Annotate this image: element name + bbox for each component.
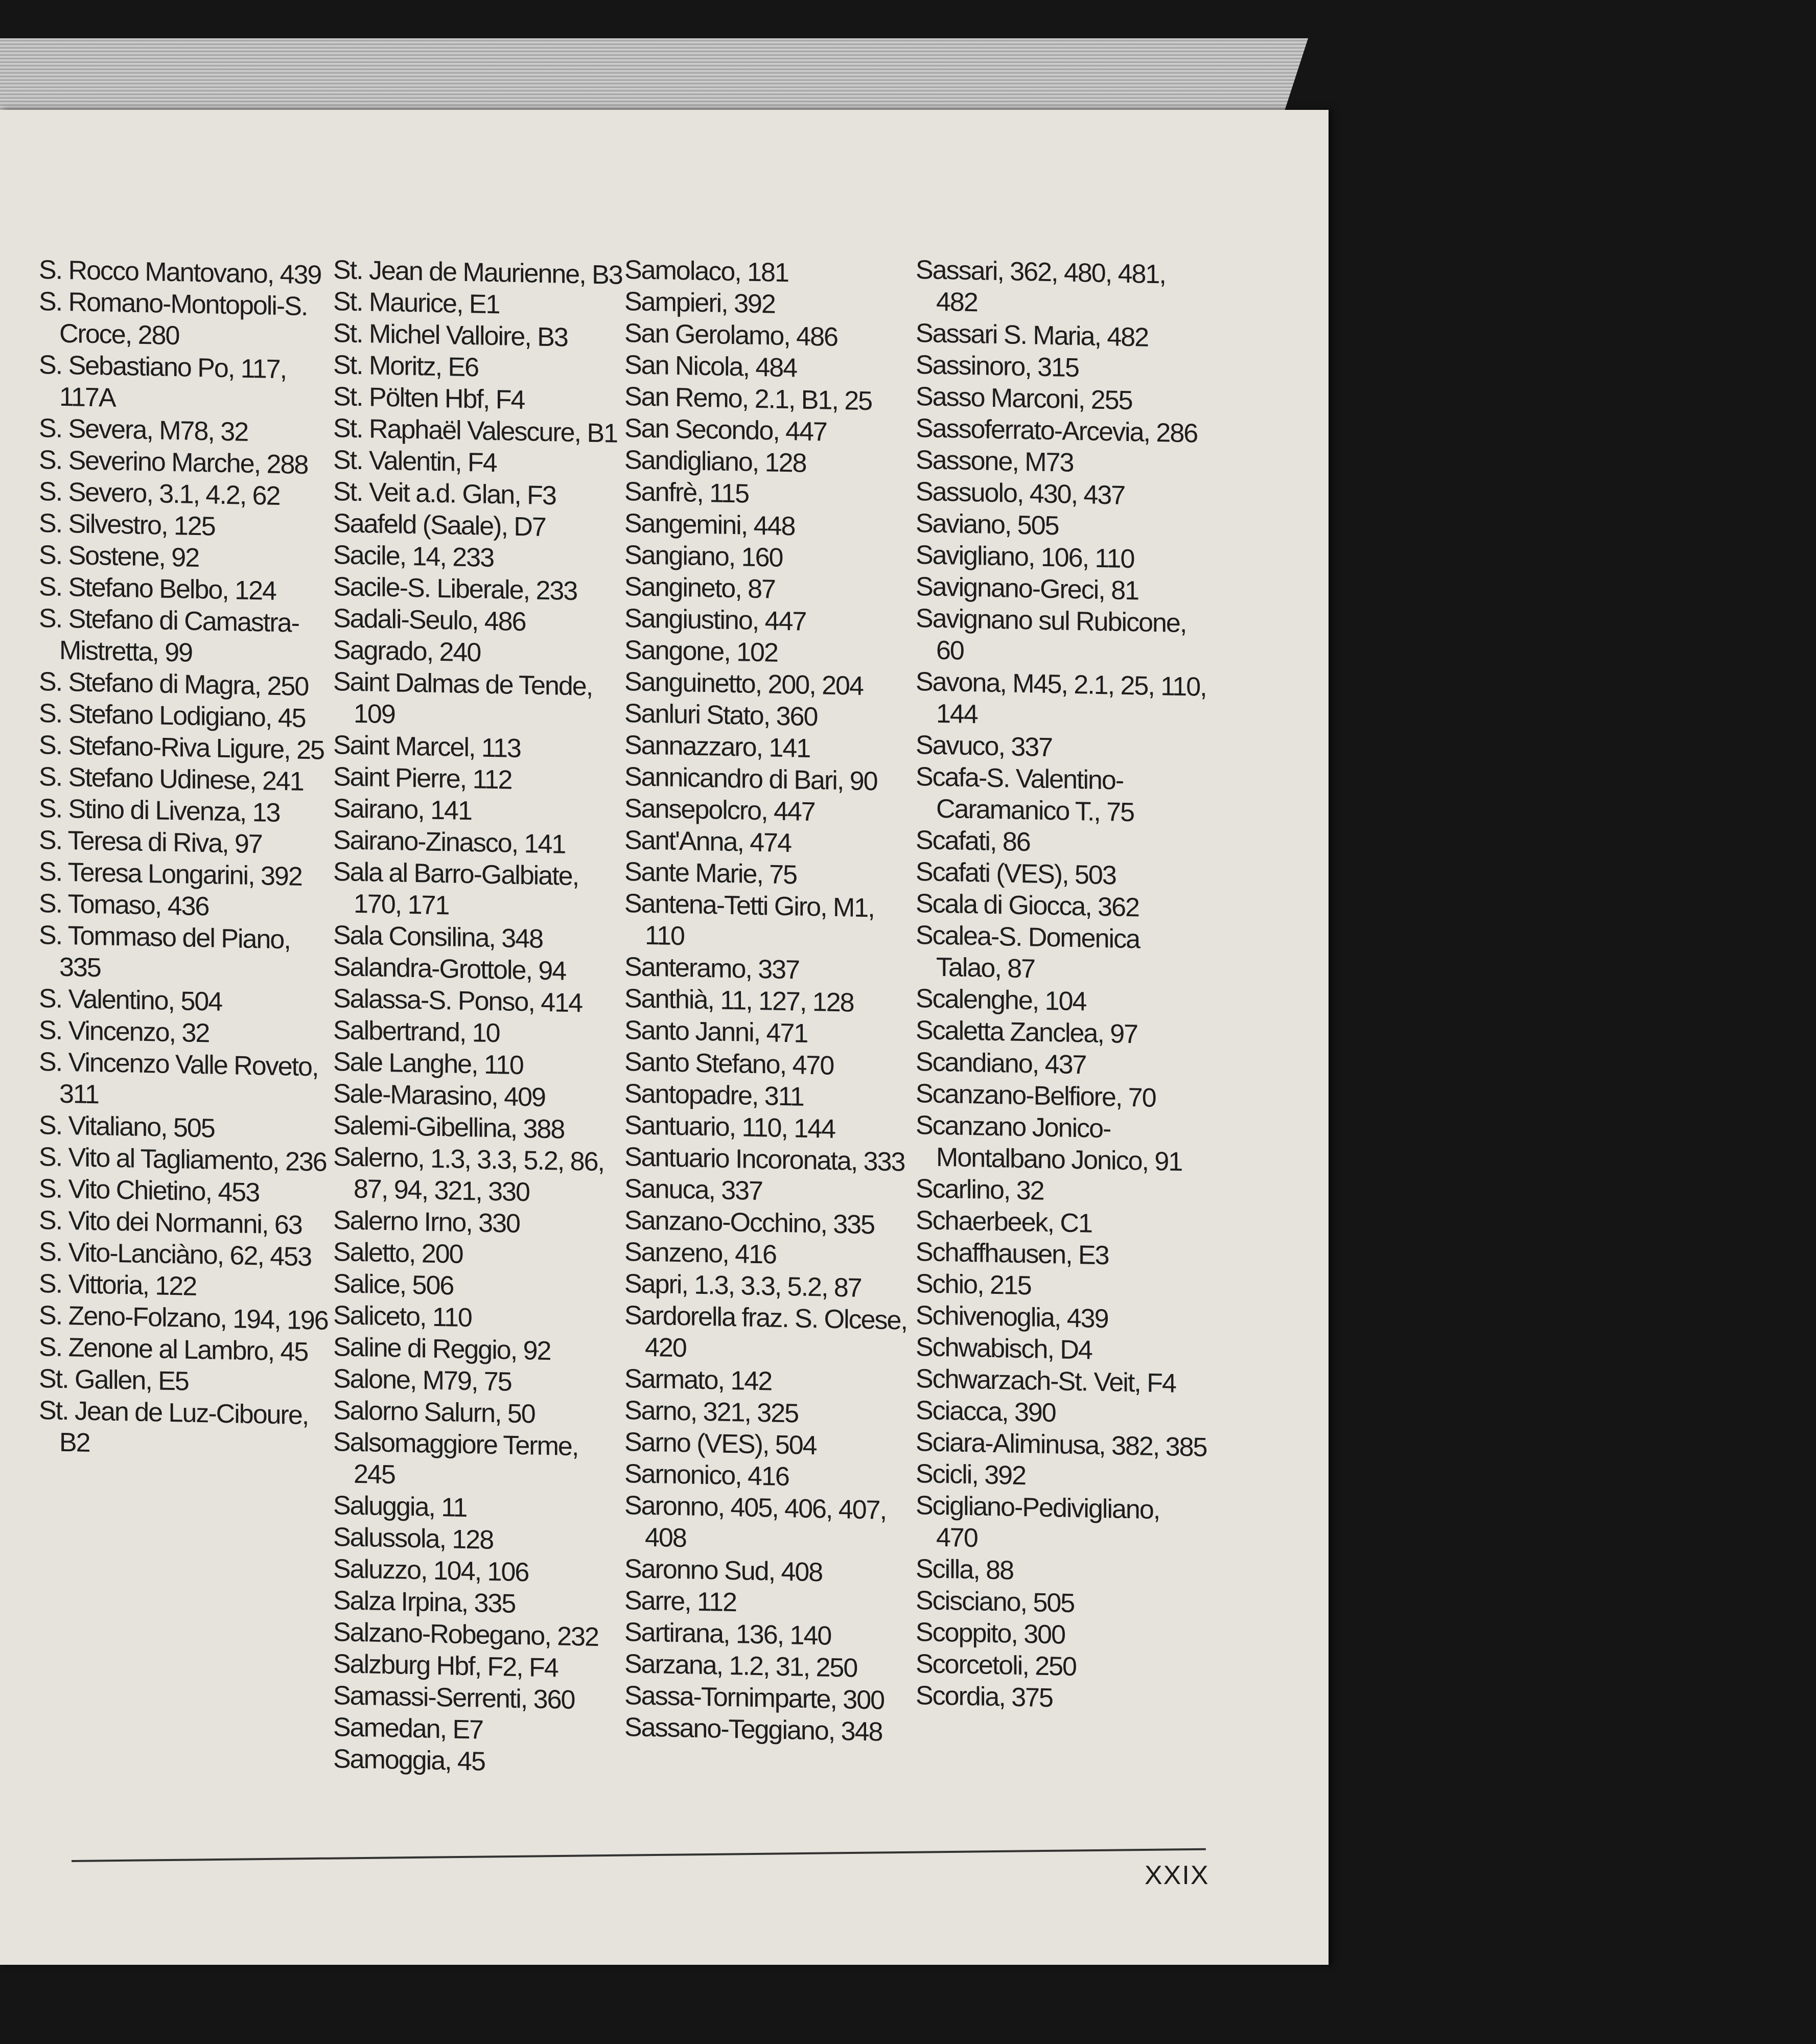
index-entry: Sacile-S. Liberale, 233 (333, 572, 577, 607)
index-entry: Savigliano, 106, 110 (916, 540, 1134, 574)
index-entry: Sasso Marconi, 255 (916, 382, 1132, 416)
index-entry: S. Severa, M78, 32 (39, 413, 248, 447)
index-page (0, 110, 1329, 1965)
index-entry: Savona, M45, 2.1, 25, 110, 144 (916, 667, 1206, 730)
index-entry: Saint Pierre, 112 (333, 762, 512, 795)
index-entry: Salandra-Grottole, 94 (333, 952, 566, 986)
index-entry: Samedan, E7 (333, 1712, 483, 1745)
index-entry: Salsomaggiore Terme, 245 (333, 1427, 578, 1490)
index-entry: San Remo, 2.1, B1, 25 (624, 382, 872, 416)
index-entry: Saluzzo, 104, 106 (333, 1554, 529, 1588)
index-entry: Samoggia, 45 (333, 1744, 485, 1777)
index-entry: Saletto, 200 (333, 1237, 463, 1269)
index-entry: Sassone, M73 (916, 445, 1074, 478)
index-entry: Santo Stefano, 470 (624, 1047, 834, 1081)
index-entry: Sala al Barro-Galbiate, 170, 171 (333, 857, 579, 921)
index-entry: Scisciano, 505 (916, 1586, 1075, 1618)
index-entry: Santopadre, 311 (624, 1079, 804, 1112)
index-entry: Scandiano, 437 (916, 1047, 1086, 1080)
index-entry: Saviano, 505 (916, 508, 1059, 541)
index-entry: San Nicola, 484 (624, 350, 797, 383)
index-entry: Schio, 215 (916, 1269, 1031, 1301)
index-entry: Sangone, 102 (624, 635, 778, 668)
index-entry: Sassari S. Maria, 482 (916, 318, 1149, 353)
index-entry: Schwabisch, D4 (916, 1332, 1092, 1365)
index-entry: S. Stefano di Camastra-Mistretta, 99 (39, 603, 299, 668)
index-entry: St. Gallen, E5 (39, 1364, 189, 1397)
index-column-3 (624, 254, 916, 1749)
index-entry: Sacile, 14, 233 (333, 540, 494, 573)
index-entry: S. Stefano Udinese, 241 (39, 762, 304, 797)
index-entry: Sagrado, 240 (333, 635, 481, 668)
index-entry: Sartirana, 136, 140 (624, 1617, 831, 1651)
index-entry: Salone, M79, 75 (333, 1364, 511, 1397)
index-entry: Sairano-Zinasco, 141 (333, 825, 566, 860)
index-entry: Scaletta Zanclea, 97 (916, 1015, 1138, 1050)
index-entry: Sandigliano, 128 (624, 445, 806, 478)
index-entry: Schivenoglia, 439 (916, 1300, 1108, 1334)
index-entry: S. Severo, 3.1, 4.2, 62 (39, 477, 280, 512)
index-entry: St. Raphaël Valescure, B1 (333, 413, 618, 449)
index-entry: Sassa-Tornimparte, 300 (624, 1681, 884, 1715)
index-entry: Saint Marcel, 113 (333, 730, 521, 764)
index-column-2 (333, 254, 624, 1780)
index-entry: Sannicandro di Bari, 90 (624, 762, 877, 797)
index-entry: Sampieri, 392 (624, 287, 775, 319)
index-entry: Sassuolo, 430, 437 (916, 477, 1125, 510)
index-entry: Sarmato, 142 (624, 1364, 772, 1397)
index-entry: Savignano-Greci, 81 (916, 572, 1139, 606)
index-entry: Savuco, 337 (916, 730, 1053, 763)
index-entry: Sangineto, 87 (624, 572, 775, 605)
index-entry: S. Sostene, 92 (39, 540, 199, 573)
index-entry: Saronno, 405, 406, 407, 408 (624, 1491, 887, 1553)
index-entry: S. Vito-Lanciàno, 62, 453 (39, 1237, 312, 1272)
index-entry: Sassari, 362, 480, 481, 482 (916, 255, 1166, 318)
index-entry: S. Romano-Montopoli-S. Croce, 280 (39, 287, 308, 351)
index-entry: Scarlino, 32 (916, 1174, 1044, 1206)
index-entry: Sanfrè, 115 (624, 477, 749, 509)
index-entry: Santo Janni, 471 (624, 1015, 808, 1049)
index-entry: Scicli, 392 (916, 1459, 1026, 1491)
index-entry: Salerno Irno, 330 (333, 1205, 520, 1239)
index-entry: Saafeld (Saale), D7 (333, 508, 546, 542)
index-entry: Samolaco, 181 (624, 255, 788, 288)
index-entry: Sassoferrato-Arcevia, 286 (916, 413, 1198, 449)
index-entry: St. Moritz, E6 (333, 350, 479, 383)
index-entry: Scanzano Jonico-Montalbano Jonico, 91 (916, 1110, 1182, 1177)
index-entry: San Secondo, 447 (624, 413, 827, 447)
index-entry: Salzano-Robegano, 232 (333, 1617, 598, 1652)
index-entry: St. Valentin, F4 (333, 445, 497, 478)
index-entry: Scala di Giocca, 362 (916, 889, 1139, 923)
index-column-1 (39, 254, 330, 1464)
index-entry: Sannazzaro, 141 (624, 730, 810, 763)
index-entry: St. Michel Valloire, B3 (333, 318, 568, 353)
index-entry: Salussola, 128 (333, 1522, 494, 1555)
index-entry: Sardorella fraz. S. Olcese, 420 (624, 1300, 907, 1363)
index-entry: Saronno Sud, 408 (624, 1554, 823, 1588)
index-entry: Scilla, 88 (916, 1554, 1013, 1586)
index-entry: Sant'Anna, 474 (624, 825, 791, 858)
index-entry: Salorno Salurn, 50 (333, 1396, 535, 1429)
index-entry: Schaerbeek, C1 (916, 1205, 1092, 1239)
index-entry: S. Stefano-Riva Ligure, 25 (39, 730, 324, 765)
index-entry: Sarre, 112 (624, 1586, 736, 1618)
index-entry: Sapri, 1.3, 3.3, 5.2, 87 (624, 1269, 862, 1303)
index-entry: Sarno, 321, 325 (624, 1396, 799, 1429)
index-entry: Salemi-Gibellina, 388 (333, 1110, 565, 1145)
index-entry: Santuario Incoronata, 333 (624, 1142, 905, 1177)
index-entry: S. Sebastiano Po, 117, 117A (39, 350, 287, 413)
index-entry: Sala Consilina, 348 (333, 920, 543, 954)
index-entry: Sanluri Stato, 360 (624, 699, 818, 732)
index-entry: Sansepolcro, 447 (624, 794, 815, 827)
index-entry: Sante Marie, 75 (624, 857, 797, 890)
index-entry: Sarnonico, 416 (624, 1459, 789, 1492)
index-entry: Scafa-S. Valentino-Caramanico T., 75 (916, 762, 1134, 828)
index-entry: St. Veit a.d. Glan, F3 (333, 477, 556, 511)
index-entry: Scanzano-Belfiore, 70 (916, 1079, 1156, 1113)
index-entry: St. Jean de Maurienne, B3 (333, 255, 622, 290)
index-entry: Samassi-Serrenti, 360 (333, 1681, 575, 1715)
index-entry: Sale-Marasino, 409 (333, 1079, 545, 1112)
index-entry: Sassinoro, 315 (916, 350, 1079, 383)
index-entry: Scalea-S. Domenica Talao, 87 (916, 920, 1139, 984)
index-entry: Santeramo, 337 (624, 952, 800, 985)
index-entry: S. Teresa Longarini, 392 (39, 857, 302, 892)
index-entry: S. Vito dei Normanni, 63 (39, 1205, 302, 1240)
index-entry: S. Vito Chietino, 453 (39, 1174, 260, 1208)
index-entry: S. Teresa di Riva, 97 (39, 825, 262, 860)
index-entry: Santhià, 11, 127, 128 (624, 984, 854, 1018)
index-entry: S. Valentino, 504 (39, 984, 222, 1017)
index-entry: Scoppito, 300 (916, 1617, 1065, 1650)
index-entry: Sarno (VES), 504 (624, 1427, 817, 1461)
index-entry: S. Stino di Livenza, 13 (39, 794, 280, 828)
index-entry: Scorcetoli, 250 (916, 1649, 1076, 1682)
index-entry: Sale Langhe, 110 (333, 1047, 523, 1081)
index-entry: Saliceto, 110 (333, 1300, 472, 1333)
index-entry: Savignano sul Rubicone, 60 (916, 603, 1186, 666)
index-entry: St. Pölten Hbf, F4 (333, 382, 525, 415)
index-entry: Scafati (VES), 503 (916, 857, 1116, 891)
index-entry: S. Silvestro, 125 (39, 508, 215, 542)
index-entry: St. Maurice, E1 (333, 287, 500, 320)
page-number: XXIX (1145, 1861, 1209, 1890)
index-column-4 (916, 254, 1207, 1717)
index-entry: Salbertrand, 10 (333, 1015, 500, 1049)
index-entry: Sangemini, 448 (624, 508, 795, 542)
index-entry: Sangiano, 160 (624, 540, 783, 573)
index-entry: San Gerolamo, 486 (624, 318, 837, 353)
index-entry: Salzburg Hbf, F2, F4 (333, 1649, 558, 1683)
index-entry: S. Stefano Belbo, 124 (39, 572, 276, 606)
index-entry: S. Vitaliano, 505 (39, 1110, 215, 1144)
index-entry: Saline di Reggio, 92 (333, 1332, 551, 1366)
index-entry: Scalenghe, 104 (916, 984, 1086, 1017)
index-entry: S. Tommaso del Piano, 335 (39, 920, 290, 983)
index-entry: Salice, 506 (333, 1269, 454, 1301)
index-entry: Salassa-S. Ponso, 414 (333, 984, 582, 1018)
index-entry: S. Vincenzo, 32 (39, 1015, 209, 1049)
index-entry: Scafati, 86 (916, 825, 1030, 857)
index-entry: Saluggia, 11 (333, 1491, 467, 1523)
index-entry: St. Jean de Luz-Ciboure, B2 (39, 1396, 309, 1458)
index-entry: Schwarzach-St. Veit, F4 (916, 1364, 1176, 1399)
index-entry: Sassano-Teggiano, 348 (624, 1712, 882, 1747)
index-entry: Santena-Tetti Giro, M1, 110 (624, 889, 874, 951)
index-entry: Scigliano-Pedivigliano, 470 (916, 1491, 1160, 1553)
index-entry: Salerno, 1.3, 3.3, 5.2, 86, 87, 94, 321, 330 (333, 1142, 604, 1207)
index-entry: Sanzano-Occhino, 335 (624, 1205, 875, 1240)
index-entry: Sciacca, 390 (916, 1396, 1056, 1428)
index-entry: Scordia, 375 (916, 1681, 1053, 1713)
index-entry: Sanguinetto, 200, 204 (624, 667, 863, 701)
index-entry: Sadali-Seulo, 486 (333, 603, 526, 637)
index-entry: Sairano, 141 (333, 794, 472, 826)
index-entry: Salza Irpina, 335 (333, 1586, 516, 1619)
index-entry: Sciara-Aliminusa, 382, 385 (916, 1427, 1207, 1462)
index-entry: Sanzeno, 416 (624, 1237, 776, 1270)
index-entry: S. Tomaso, 436 (39, 889, 209, 922)
index-entry: S. Stefano Lodigiano, 45 (39, 699, 306, 734)
index-entry: Schaffhausen, E3 (916, 1237, 1109, 1271)
index-entry: S. Vito al Tagliamento, 236 (39, 1142, 327, 1177)
index-entry: S. Stefano di Magra, 250 (39, 667, 309, 702)
index-entry: Santuario, 110, 144 (624, 1110, 835, 1144)
index-entry: S. Zenone al Lambro, 45 (39, 1332, 308, 1367)
index-entry: S. Zeno-Folzano, 194, 196 (39, 1300, 328, 1336)
index-entry: S. Severino Marche, 288 (39, 445, 308, 480)
index-entry: S. Vincenzo Valle Roveto, 311 (39, 1047, 318, 1110)
index-entry: Sarzana, 1.2, 31, 250 (624, 1649, 857, 1683)
index-entry: Sanuca, 337 (624, 1174, 763, 1206)
index-entry: S. Rocco Mantovano, 439 (39, 255, 321, 290)
index-entry: S. Vittoria, 122 (39, 1269, 197, 1302)
index-entry: Sangiustino, 447 (624, 603, 806, 637)
index-entry: Saint Dalmas de Tende, 109 (333, 667, 593, 730)
